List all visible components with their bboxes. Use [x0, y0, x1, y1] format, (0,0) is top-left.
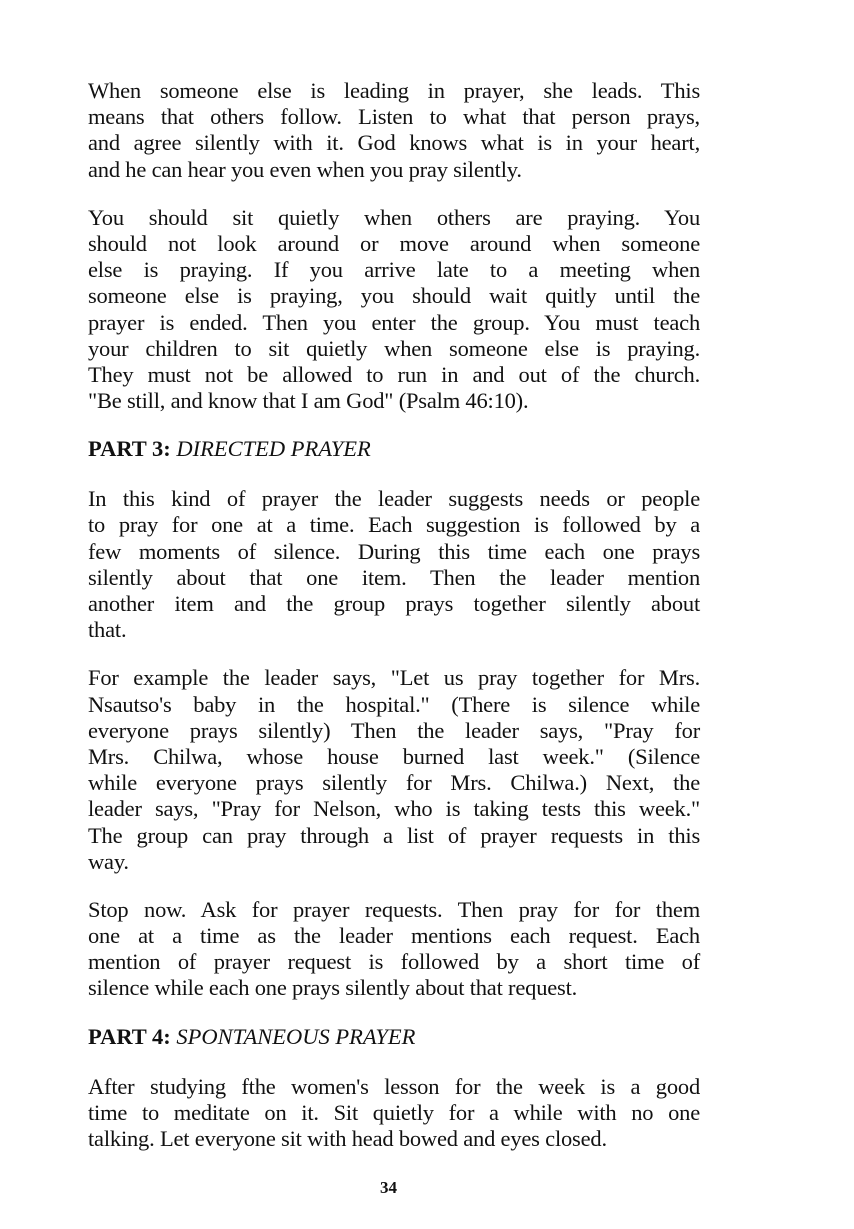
text-line: way. [88, 848, 129, 874]
heading-part-label: PART 4: [88, 1023, 171, 1049]
section-intro [88, 78, 700, 414]
paragraph [88, 205, 700, 415]
section-directed-prayer [88, 486, 700, 1001]
text-line: few moments of silence. During this time each one prays [88, 538, 700, 564]
text-line: When someone else is leading in prayer, she leads. This [88, 78, 700, 103]
text-line: and he can hear you even when you pray silently. [88, 156, 522, 182]
paragraph [88, 486, 700, 643]
text-line: and agree silently with it. God knows what is in your heart, [88, 130, 700, 156]
text-line: silence while each one prays silently about that request. [88, 975, 578, 1001]
text-line: one at a time as the leader mentions each request. Each [88, 923, 700, 949]
heading-part-label: PART 3: [88, 436, 171, 462]
text-line: another item and the group prays together silently about [88, 591, 700, 616]
text-line: They must not be allowed to run in and out of the church. [88, 361, 700, 387]
heading-part-4 [88, 1024, 700, 1050]
paragraph [88, 665, 700, 875]
text-line: means that others follow. Listen to what that person prays, [88, 104, 700, 130]
text-line: should not look around or move around when someone [88, 230, 700, 256]
text-line: someone else is praying, you should wait quitly until the [88, 283, 700, 309]
page-number: 34 [380, 1178, 397, 1197]
document-page [88, 78, 700, 1174]
text-line: leader says, "Pray for Nelson, who is taking tests this week." [88, 796, 700, 822]
text-line: everyone prays silently) Then the leader says, "Pray for [88, 717, 700, 743]
text-line: In this kind of prayer the leader suggests needs or people [88, 486, 700, 512]
text-line: "Be still, and know that I am God" (Psalm 46:10). [88, 388, 529, 414]
text-line: Nsautso's baby in the hospital." (There is silence while [88, 691, 700, 717]
paragraph [88, 1074, 700, 1153]
text-line: The group can pray through a list of prayer requests in this [88, 822, 700, 848]
text-line: After studying fthe women's lesson for the week is a good [88, 1073, 700, 1099]
text-line: Stop now. Ask for prayer requests. Then pray for for them [88, 896, 700, 922]
text-line: For example the leader says, "Let us pray together for Mrs. [88, 665, 700, 691]
text-line: You should sit quietly when others are praying. You [88, 204, 700, 230]
text-line: while everyone prays silently for Mrs. Chilwa.) Next, the [88, 770, 700, 796]
paragraph [88, 78, 700, 183]
section-spontaneous-prayer [88, 1074, 700, 1153]
text-line: to pray for one at a time. Each suggestion is followed by a [88, 512, 700, 538]
text-line: else is praying. If you arrive late to a meeting when [88, 257, 700, 283]
text-line: that. [88, 617, 127, 643]
text-line: mention of prayer request is followed by a short time of [88, 949, 700, 975]
paragraph [88, 897, 700, 1002]
heading-title: DIRECTED PRAYER [176, 436, 371, 462]
heading-part-3 [88, 436, 700, 462]
text-line: prayer is ended. Then you enter the group. You must teach [88, 309, 700, 335]
text-line: your children to sit quietly when someone else is praying. [88, 335, 700, 361]
text-line: Mrs. Chilwa, whose house burned last week." (Silence [88, 743, 700, 769]
text-line: talking. Let everyone sit with head bowed and eyes closed. [88, 1126, 607, 1151]
heading-title: SPONTANEOUS PRAYER [176, 1023, 416, 1049]
text-line: silently about that one item. Then the leader mention [88, 564, 700, 590]
text-line: time to meditate on it. Sit quietly for a while with no one [88, 1099, 700, 1125]
